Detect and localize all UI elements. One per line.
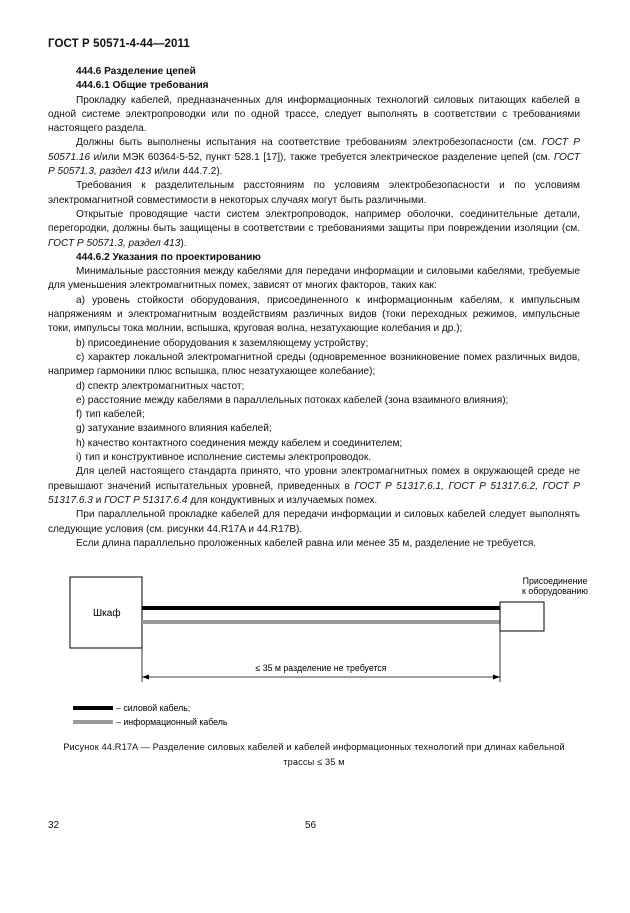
page-number-left: 32 [48, 820, 60, 831]
paragraph: Открытые проводящие части систем электропроводок, например оболочки, соединительные детали, перегородки, должны быть защищены в соответствии с требованиями защиты при повреждении изоляции (см. ГОСТ Р 50571.3, раздел 413). [48, 208, 580, 249]
paragraph: Требования к разделительным расстояниям по условиям электробезопасности и по условиям электромагнитной совместимости в некоторых случаях могут быть различными. [48, 180, 580, 206]
document-body [48, 65, 580, 551]
legend-info-label: – информационный кабель [116, 717, 228, 727]
figure-44-r17a [48, 565, 588, 735]
dimension-label: ≤ 35 м разделение не требуется [255, 663, 387, 673]
paragraph: d) спектр электромагнитных частот; [76, 380, 245, 392]
paragraph: i) тип и конструктивное исполнение системы электропроводок. [76, 452, 372, 464]
paragraph: c) характер локальной электромагнитной среды (одновременное возникновение помех различных видов, например гармоники плюс вспышка, плюс незатухающее колебание); [48, 351, 580, 378]
legend-power-label: – силовой кабель; [116, 703, 191, 713]
figure-caption-line2: трассы ≤ 35 м [283, 757, 345, 767]
paragraph: f) тип кабелей; [76, 409, 145, 421]
paragraph: e) расстояние между кабелями в параллельных потоках кабелей (зона взаимного влияния); [76, 394, 509, 406]
cable-diagram [48, 565, 588, 735]
paragraph: При параллельной прокладке кабелей для передачи информации и силовых кабелей следует выполнять следующие условия (см. рисунки 44.R17A и 44.R17B). [48, 509, 580, 535]
paragraph: b) присоединение оборудования к заземляющему устройству; [76, 337, 369, 349]
paragraph: g) затухание взаимного влияния кабелей; [76, 423, 272, 435]
equipment-label-line1: Присоединение [522, 576, 588, 586]
paragraph: h) качество контактного соединения между кабелем и соединителем; [76, 437, 403, 449]
figure-caption [48, 740, 580, 770]
paragraph: Должны быть выполнены испытания на соответствие требованиям электробезопасности (см. ГОСТ Р 50571.16 и/или МЭК 60364-5-52, пункт 528.1 [17]), также требуется электрическое разделение цепей (см. ГОСТ Р 50571.3, раздел 413 и/или 444.7.2). [48, 137, 580, 178]
dimension-arrow-left [142, 675, 149, 680]
paragraph: Для целей настоящего стандарта принято, что уровни электромагнитных помех в окружающей среде не превышают значений испытательных уровней, приведенных в ГОСТ Р 51317.6.1, ГОСТ Р 51317.6.2, ГОСТ Р 51317.6.3 и ГОСТ Р 51317.6.4 для кондуктивных и излучаемых помех. [48, 466, 580, 506]
page-number-center: 56 [305, 820, 317, 831]
paragraph: Минимальные расстояния между кабелями для передачи информации и силовыми кабелями, требуемые для уменьшения электромагнитных помех, зависят от многих факторов, таких как: [48, 266, 580, 292]
section-heading: 444.6.2 Указания по проектированию [76, 251, 261, 263]
document-header: ГОСТ Р 50571-4-44—2011 [48, 38, 190, 50]
paragraph: Если длина параллельно проложенных кабелей равна или менее 35 м, разделение не требуется. [76, 537, 537, 549]
paragraph: Прокладку кабелей, предназначенных для информационных технологий силовых питающих кабелей в одной системе электропроводки или по одной трассе, следует выполнять в соответствии с требованиями настоящего раздела. [48, 94, 580, 135]
equipment-box [500, 602, 544, 631]
cabinet-label: Шкаф [93, 608, 121, 619]
equipment-label-line2: к оборудованию [522, 586, 588, 596]
section-heading: 444.6 Разделение цепей [76, 66, 196, 77]
section-heading: 444.6.1 Общие требования [76, 80, 209, 92]
paragraph: a) уровень стойкости оборудования, присоединенного к информационным кабелям, к импульсным напряжениям и электромагнитным воздействиям различных видов (токи переходных режимов, импульсные токи, импульсы тока молнии, вспышка, круговая волна, незатухающие колебания и др.); [48, 294, 580, 335]
dimension-arrow-right [493, 675, 500, 680]
figure-caption-line1: Рисунок 44.R17A — Разделение силовых кабелей и кабелей информационных технологий при длинах кабельной [63, 742, 565, 752]
